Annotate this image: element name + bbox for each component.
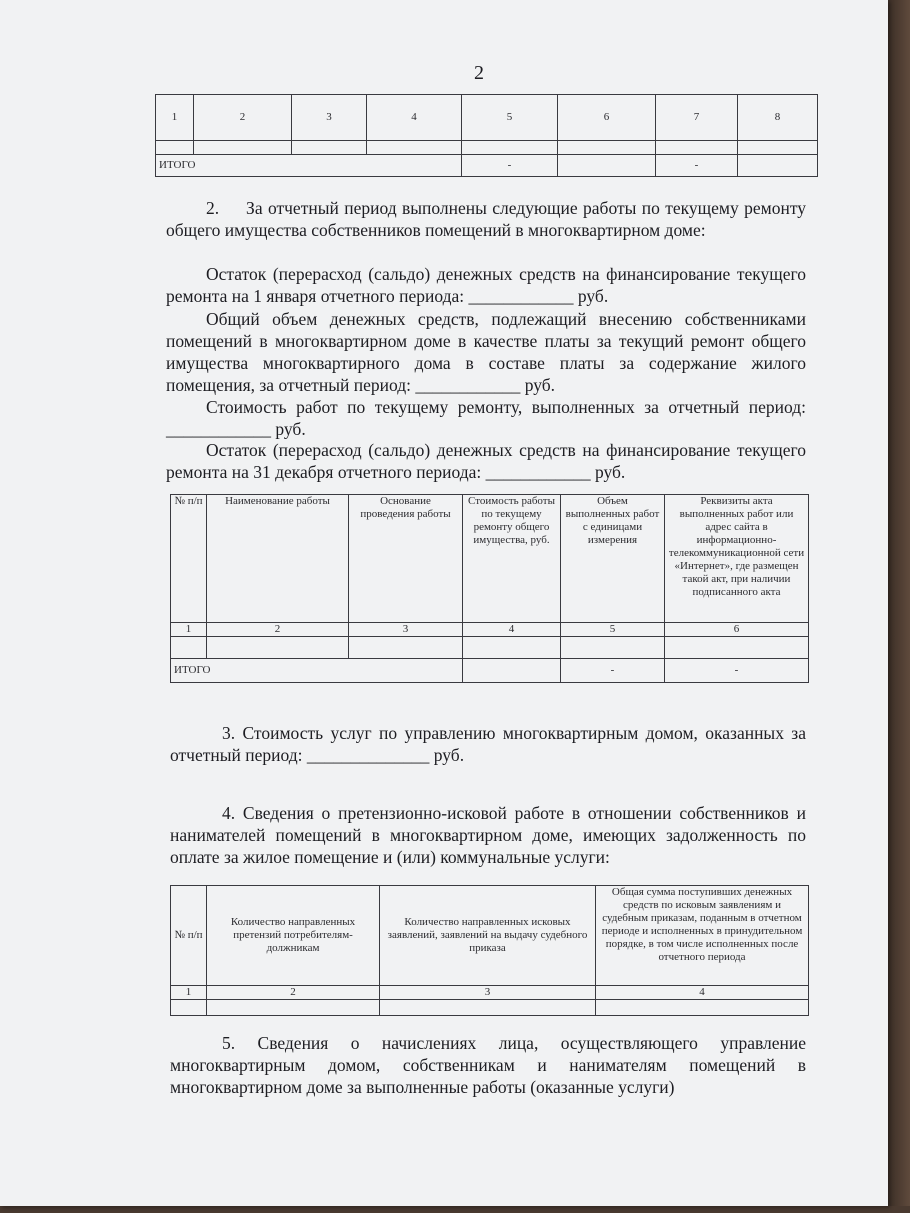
section-2-p2: Общий объем денежных средств, подлежащий внесению собственниками помещений в многоквартирном доме в качестве платы за текущий ремонт общего имущества многоквартирного дома в составе платы за содержание жилого помещения, за отчетный период: ____________ руб. <box>166 309 806 395</box>
table-row <box>156 141 818 155</box>
col-number: 8 <box>738 95 818 141</box>
table-total-row <box>171 659 809 683</box>
section-3: 3. Стоимость услуг по управлению многоквартирным домом, оказанных за отчетный период: ______________ руб. <box>170 723 806 765</box>
section-2-intro <box>166 197 806 241</box>
table-header-row <box>171 886 809 986</box>
header-cell: Объем выполненных работ с единицами измерения <box>561 495 665 623</box>
claims-table <box>170 885 809 1016</box>
header-cell: Количество направленных претензий потребителям-должникам <box>207 886 380 986</box>
table-number-row: 1 2 3 4 <box>171 986 809 1000</box>
table-header-row <box>156 95 818 141</box>
section-2-p3: Стоимость работ по текущему ремонту, выполненных за отчетный период: ____________ руб. <box>166 397 806 439</box>
table-row <box>171 637 809 659</box>
section-number: 2. <box>206 198 220 218</box>
col-number: 5 <box>462 95 558 141</box>
section-4: 4. Сведения о претензионно-исковой работе в отношении собственников и нанимателей помещений в многоквартирном доме, имеющих задолженность по оплате за жилое помещение и (или) коммунальные услуги: <box>170 803 806 867</box>
table-number-row: 1 2 3 4 5 6 <box>171 623 809 637</box>
section-2-p1: Остаток (перерасход (сальдо) денежных средств на финансирование текущего ремонта на 1 января отчетного периода: ____________ руб. <box>166 264 806 306</box>
header-cell: Общая сумма поступивших денежных средств по исковым заявлениям и судебным приказам, поданным в отчетном периоде и исполненных в принудительном порядке, в том числе исполненных после отчетного периода <box>596 886 809 986</box>
col-number: 1 <box>156 95 194 141</box>
background-right-edge <box>888 0 910 1213</box>
col-number: 7 <box>656 95 738 141</box>
repair-works-table <box>170 494 809 683</box>
section-5: 5. Сведения о начислениях лица, осуществляющего управление многоквартирным домом, собственникам и нанимателям помещений в многоквартирном доме за выполненные работы (оказанные услуги) <box>170 1033 806 1097</box>
table-header-row <box>171 495 809 623</box>
header-cell: Основание проведения работы <box>349 495 463 623</box>
col-number: 6 <box>558 95 656 141</box>
section-2-p4: Остаток (перерасход (сальдо) денежных средств на финансирование текущего ремонта на 31 декабря отчетного периода: ____________ руб. <box>166 440 806 482</box>
header-cell: Наименование работы <box>207 495 349 623</box>
header-cell: Стоимость работы по текущему ремонту общего имущества, руб. <box>463 495 561 623</box>
col-number: 2 <box>194 95 292 141</box>
table-continuation <box>155 94 818 177</box>
table-total-row <box>156 155 818 177</box>
page-number: 2 <box>474 62 484 84</box>
section-2-text: За отчетный период выполнены следующие работы по текущему ремонту общего имущества собственников помещений в многоквартирном доме: <box>166 198 806 240</box>
total-value: - <box>656 155 738 177</box>
header-cell: № п/п <box>171 495 207 623</box>
header-cell: Реквизиты акта выполненных работ или адрес сайта в информационно-телекоммуникационной сети «Интернет», где размещен такой акт, при наличии подписанного акта <box>665 495 809 623</box>
total-value: - <box>665 659 809 683</box>
header-cell: № п/п <box>171 886 207 986</box>
total-value: - <box>561 659 665 683</box>
col-number: 3 <box>292 95 367 141</box>
total-label: ИТОГО <box>171 659 463 683</box>
total-label: ИТОГО <box>156 155 462 177</box>
table-row <box>171 1000 809 1016</box>
col-number: 4 <box>367 95 462 141</box>
background-bottom-edge <box>0 1206 910 1213</box>
header-cell: Количество направленных исковых заявлений, заявлений на выдачу судебного приказа <box>380 886 596 986</box>
total-value: - <box>462 155 558 177</box>
